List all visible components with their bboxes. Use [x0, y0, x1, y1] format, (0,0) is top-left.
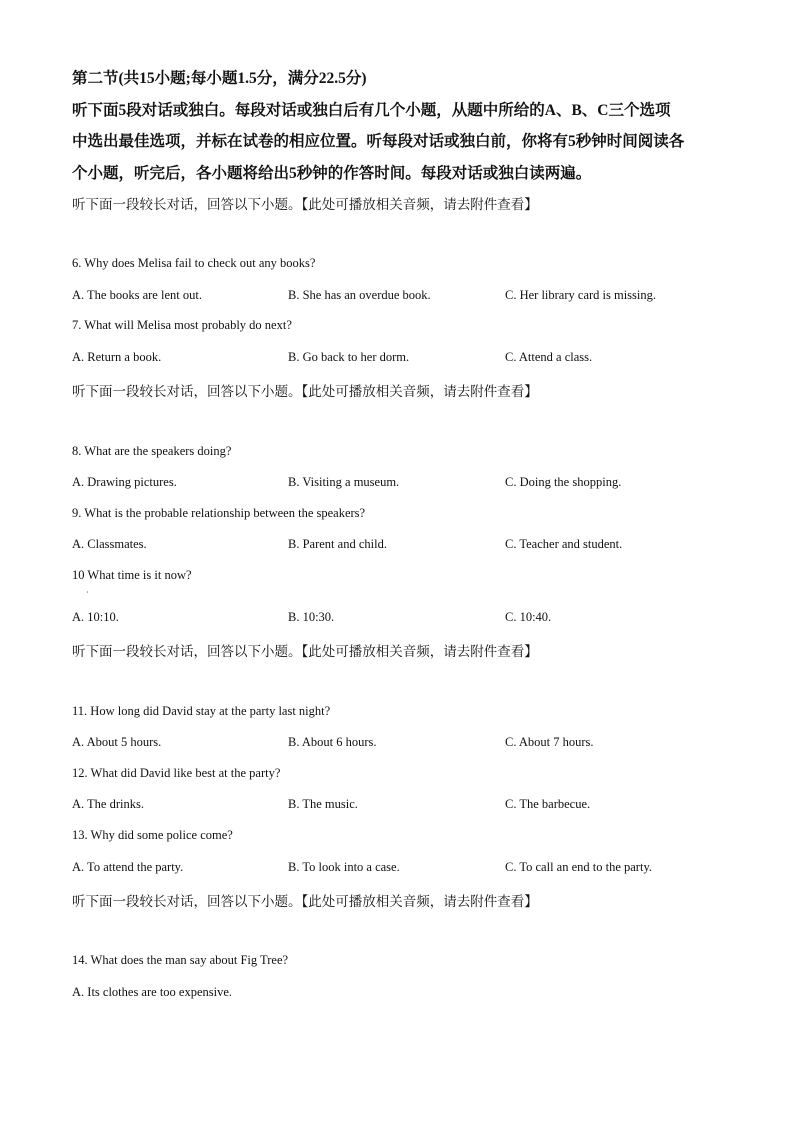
audio-note: 听下面一段较长对话，回答以下小题。【此处可播放相关音频，请去附件查看】 [72, 384, 538, 399]
instruction-line: 听下面5段对话或独白。每段对话或独白后有几个小题，从题中所给的A、B、C三个选项 [72, 102, 671, 119]
question-text: 12. What did David like best at the party? [72, 766, 281, 780]
option-b: B. Go back to her dorm. [288, 350, 410, 364]
option-a: A. 10:10. [72, 610, 119, 624]
option-c: C. The barbecue. [505, 797, 591, 811]
audio-note: 听下面一段较长对话，回答以下小题。【此处可播放相关音频，请去附件查看】 [72, 894, 538, 909]
instruction-line: 个小题，听完后，各小题将给出5秒钟的作答时间。每段对话或独白读两遍。 [72, 165, 592, 182]
option-b: B. Visiting a museum. [288, 475, 400, 489]
option-c: C. Teacher and student. [505, 537, 623, 551]
option-b: B. She has an overdue book. [288, 288, 431, 302]
option-c: C. To call an end to the party. [505, 860, 653, 874]
option-c: C. Doing the shopping. [505, 475, 622, 489]
option-c: C. About 7 hours. [505, 735, 594, 749]
instruction-line: 中选出最佳选项，并标在试卷的相应位置。听每段对话或独白前，你将有5秒钟时间阅读各 [72, 133, 685, 150]
question-text: 11. How long did David stay at the party last night? [72, 704, 331, 718]
option-a: A. The drinks. [72, 797, 144, 811]
audio-note: 听下面一段较长对话，回答以下小题。【此处可播放相关音频，请去附件查看】 [72, 644, 538, 659]
option-c: C. Her library card is missing. [505, 288, 657, 302]
option-b: B. To look into a case. [288, 860, 400, 874]
question-text: 10 What time is it now? [72, 568, 192, 582]
question-text: 14. What does the man say about Fig Tree? [72, 953, 289, 967]
option-b: B. 10:30. [288, 610, 335, 624]
option-a: A. About 5 hours. [72, 735, 162, 749]
question-text: 9. What is the probable relationship between the speakers? [72, 506, 366, 520]
option-a: A. Classmates. [72, 537, 147, 551]
question-text: 6. Why does Melisa fail to check out any books? [72, 256, 316, 270]
option-a: A. To attend the party. [72, 860, 184, 874]
option-c: C. 10:40. [505, 610, 552, 624]
option-a: A. The books are lent out. [72, 288, 202, 302]
audio-note: 听下面一段较长对话，回答以下小题。【此处可播放相关音频，请去附件查看】 [72, 197, 538, 212]
question-text: 7. What will Melisa most probably do next? [72, 318, 292, 332]
option-a: A. Return a book. [72, 350, 162, 364]
option-b: B. About 6 hours. [288, 735, 377, 749]
question-text: 13. Why did some police come? [72, 828, 233, 842]
section-title: 第二节(共15小题;每小题1.5分，满分22.5分) [72, 70, 367, 87]
stray-dot: · [86, 588, 89, 597]
option-a: A. Its clothes are too expensive. [72, 985, 233, 999]
option-a: A. Drawing pictures. [72, 475, 177, 489]
option-c: C. Attend a class. [505, 350, 593, 364]
option-b: B. The music. [288, 797, 358, 811]
question-text: 8. What are the speakers doing? [72, 444, 232, 458]
option-b: B. Parent and child. [288, 537, 387, 551]
